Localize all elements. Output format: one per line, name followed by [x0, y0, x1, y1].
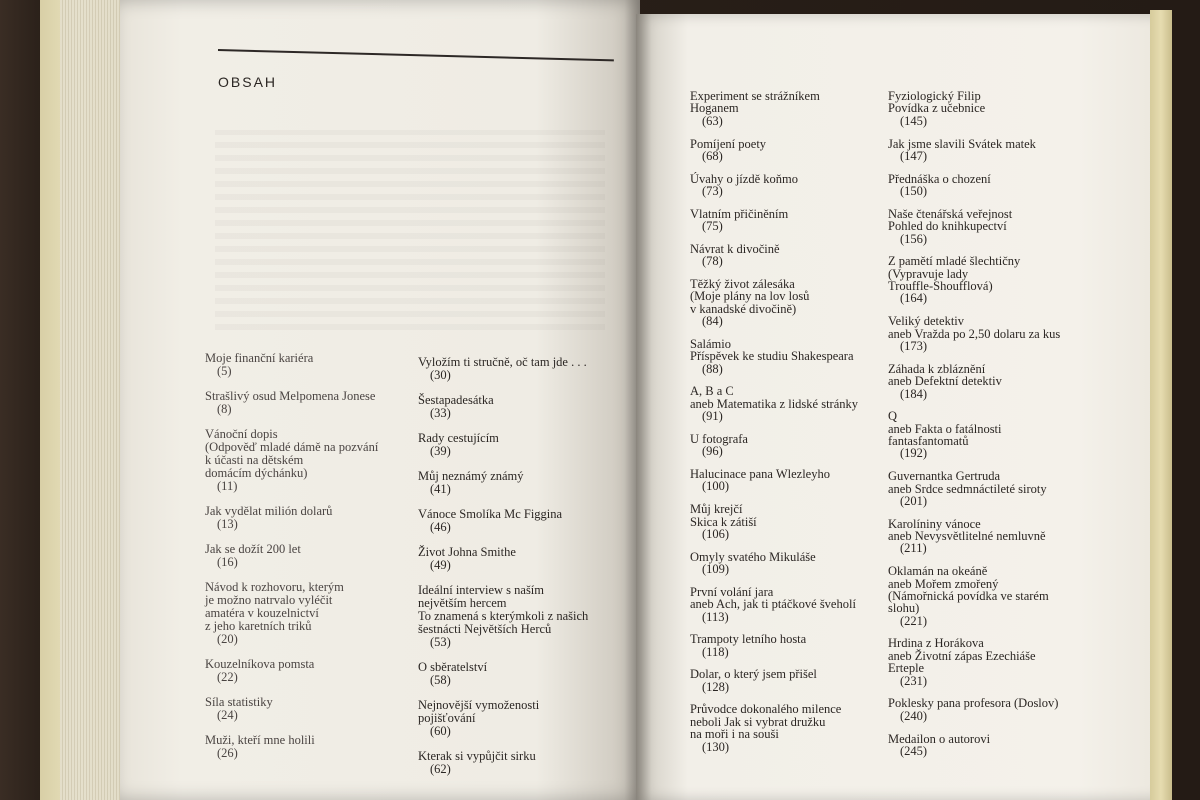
toc-entry: [690, 668, 890, 693]
toc-entry: [418, 508, 628, 534]
toc-entry-title-line: pojišťování: [418, 711, 476, 725]
toc-entry-page-number: (221): [900, 613, 928, 628]
toc-entry-title-line: Těžký život zálesáka: [690, 276, 795, 291]
toc-entry-page-number: (113): [702, 609, 729, 624]
toc-entry: [690, 385, 890, 422]
toc-entry-page-number: (63): [702, 113, 723, 128]
toc-entry-title-line: Vánoce Smolíka Mc Figgina: [418, 507, 563, 521]
toc-entry-page-number: (53): [430, 635, 451, 649]
toc-entry: [888, 470, 1088, 507]
toc-entry-title-line: Veliký detektiv: [888, 314, 965, 329]
page-title: OBSAH: [218, 74, 278, 90]
toc-entry-page-number: (62): [430, 762, 451, 776]
toc-entry-page-number: (96): [702, 444, 723, 459]
toc-column-3: [690, 90, 890, 763]
toc-entry-page-number: (8): [217, 402, 232, 416]
toc-entry-title-line: Q: [888, 409, 898, 424]
toc-entry-page-number: (20): [217, 632, 238, 646]
toc-entry-title-line: Povídka z učebnice: [888, 101, 986, 116]
toc-entry-page-number: (231): [900, 673, 928, 688]
toc-entry: [690, 433, 890, 458]
toc-entry-title-line: amatéra v kouzelnictví: [205, 606, 319, 620]
toc-entry-page-number: (173): [900, 338, 928, 353]
toc-entry-page-number: (39): [430, 444, 451, 458]
toc-entry-page-number: (106): [702, 526, 730, 541]
toc-entry-title-line: A, B a C: [690, 384, 734, 399]
toc-entry-page-number: (75): [702, 219, 723, 234]
toc-entry-title-line: Návod k rozhovoru, kterým: [205, 580, 344, 594]
toc-entry-title-line: Vyložím ti stručně, oč tam jde . . .: [418, 355, 587, 369]
toc-entry: [205, 734, 410, 760]
toc-entry: [418, 699, 628, 738]
toc-entry: [690, 278, 890, 328]
toc-entry-title-line: (Moje plány na lov losů: [690, 289, 810, 304]
toc-entry-title-line: aneb Nevysvětlitelné nemluvně: [888, 529, 1046, 544]
toc-entry-title-line: Jak jsme slavili Svátek matek: [888, 136, 1036, 151]
toc-entry: [418, 394, 628, 420]
toc-entry-title-line: To znamená s kterýmkoli z našich: [418, 609, 589, 623]
toc-entry-page-number: (88): [702, 361, 723, 376]
toc-entry-title-line: šestnácti Největších Herců: [418, 622, 552, 636]
toc-entry-title-line: Experiment se strážníkem: [690, 89, 820, 103]
toc-entry-page-number: (184): [900, 386, 928, 401]
toc-entry-page-number: (147): [900, 148, 928, 163]
toc-entry-page-number: (60): [430, 724, 451, 738]
toc-entry: [690, 243, 890, 268]
toc-entry-title-line: je možno natrvalo vyléčit: [205, 593, 333, 607]
toc-entry: [888, 410, 1088, 460]
toc-entry: [888, 697, 1088, 722]
toc-entry-title-line: Trampoty letního hosta: [690, 632, 807, 647]
toc-entry-title-line: Salámio: [690, 336, 731, 351]
toc-entry-title-line: Naše čtenářská veřejnost: [888, 206, 1013, 221]
toc-entry: [690, 503, 890, 540]
toc-entry: [888, 363, 1088, 400]
toc-entry-page-number: (91): [702, 409, 723, 424]
toc-entry: [888, 637, 1088, 687]
toc-entry-title-line: Oklamán na okeáně: [888, 564, 988, 579]
toc-entry-page-number: (211): [900, 541, 927, 556]
toc-entry-title-line: Omyly svatého Mikuláše: [690, 549, 816, 564]
toc-entry-page-number: (49): [430, 558, 451, 572]
toc-entry-title-line: aneb Srdce sedmnáctileté siroty: [888, 481, 1047, 496]
toc-entry: [690, 90, 890, 127]
toc-entry-title-line: Moje finanční kariéra: [205, 351, 314, 365]
toc-entry-title-line: aneb Matematika z lidské stránky: [690, 396, 858, 411]
toc-column-2: [418, 356, 628, 788]
toc-entry-title-line: (Námořnická povídka ve starém: [888, 588, 1049, 603]
toc-entry-page-number: (33): [430, 406, 451, 420]
toc-entry: [418, 584, 628, 649]
toc-entry-title-line: Erteple: [888, 661, 925, 676]
toc-entry: [690, 468, 890, 493]
toc-entry-title-line: aneb Ach, jak ti ptáčkové šveholí: [690, 597, 856, 612]
toc-entry: [888, 208, 1088, 245]
toc-entry-title-line: Jak vydělat milión dolarů: [205, 504, 333, 518]
toc-entry: [205, 390, 410, 416]
toc-entry: [205, 352, 410, 378]
toc-entry: [418, 661, 628, 687]
toc-entry-title-line: slohu): [888, 601, 920, 616]
toc-entry-page-number: (24): [217, 708, 238, 722]
toc-column-1: [205, 352, 410, 772]
toc-entry-title-line: (Odpověď mladé dámě na pozvání: [205, 440, 379, 454]
toc-entry-title-line: Fyziologický Filip: [888, 89, 981, 103]
toc-entry-page-number: (30): [430, 368, 451, 382]
toc-entry-title-line: Kouzelníkova pomsta: [205, 657, 315, 671]
toc-entry-title-line: z jeho karetních triků: [205, 619, 312, 633]
toc-entry: [888, 90, 1088, 127]
toc-entry: [690, 586, 890, 623]
toc-entry-title-line: Záhada k zbláznění: [888, 361, 986, 376]
toc-entry-title-line: Halucinace pana Wlezleyho: [690, 467, 830, 482]
toc-entry-title-line: První volání jara: [690, 584, 774, 599]
toc-entry: [690, 208, 890, 233]
toc-entry-title-line: Pomíjení poety: [690, 136, 767, 151]
toc-entry: [205, 505, 410, 531]
toc-entry-page-number: (58): [430, 673, 451, 687]
toc-entry-page-number: (100): [702, 479, 730, 494]
toc-entry-page-number: (240): [900, 708, 928, 723]
toc-entry: [690, 173, 890, 198]
toc-entry-title-line: Síla statistiky: [205, 695, 273, 709]
toc-entry-title-line: Návrat k divočině: [690, 241, 780, 256]
toc-entry-title-line: Ideální interview s naším: [418, 583, 545, 597]
toc-entry-title-line: Přednáška o chození: [888, 171, 991, 186]
toc-entry-page-number: (22): [217, 670, 238, 684]
toc-entry-title-line: na moři i na souši: [690, 727, 779, 742]
toc-entry-page-number: (26): [217, 746, 238, 760]
toc-entry-title-line: Medailon o autorovi: [888, 731, 991, 746]
toc-entry-page-number: (73): [702, 184, 723, 199]
toc-entry-page-number: (41): [430, 482, 451, 496]
toc-entry-title-line: (Vypravuje lady: [888, 266, 969, 281]
toc-entry-title-line: Kterak si vypůjčit sirku: [418, 749, 536, 763]
toc-entry: [888, 565, 1088, 627]
toc-entry-title-line: fantasfantomatů: [888, 434, 969, 449]
toc-entry-page-number: (192): [900, 446, 928, 461]
show-through-text: [215, 130, 605, 330]
toc-entry-title-line: Muži, kteří mne holili: [205, 733, 315, 747]
toc-entry-title-line: aneb Fakta o fatálnosti: [888, 421, 1002, 436]
toc-entry: [888, 173, 1088, 198]
toc-entry: [690, 138, 890, 163]
toc-entry-title-line: aneb Vražda po 2,50 dolaru za kus: [888, 326, 1061, 341]
toc-entry-title-line: v kanadské divočině): [690, 301, 797, 316]
toc-entry-title-line: U fotografa: [690, 431, 748, 446]
toc-entry-title-line: k účasti na dětském: [205, 453, 304, 467]
toc-entry-title-line: Poklesky pana profesora (Doslov): [888, 696, 1059, 711]
toc-entry: [888, 315, 1088, 352]
toc-entry-page-number: (46): [430, 520, 451, 534]
toc-entry-page-number: (13): [217, 517, 238, 531]
toc-entry: [690, 338, 890, 375]
toc-entry: [418, 470, 628, 496]
toc-entry-title-line: Průvodce dokonalého milence: [690, 702, 842, 717]
toc-entry-title-line: Strašlivý osud Melpomena Jonese: [205, 389, 376, 403]
toc-entry: [690, 551, 890, 576]
toc-entry-page-number: (78): [702, 254, 723, 269]
toc-entry-page-number: (145): [900, 113, 928, 128]
toc-entry-page-number: (68): [702, 148, 723, 163]
toc-entry-title-line: Hrdina z Horákova: [888, 636, 984, 651]
toc-entry-title-line: O sběratelství: [418, 660, 488, 674]
toc-entry-title-line: Příspěvek ke studiu Shakespeara: [690, 349, 854, 364]
toc-entry-title-line: Jak se dožít 200 let: [205, 542, 301, 556]
toc-entry: [690, 633, 890, 658]
toc-entry: [205, 581, 410, 646]
toc-entry-title-line: Skica k zátiší: [690, 514, 757, 529]
toc-entry: [418, 546, 628, 572]
toc-entry-title-line: Rady cestujícím: [418, 431, 499, 445]
toc-entry: [418, 356, 628, 382]
toc-entry-page-number: (11): [217, 479, 238, 493]
toc-entry-title-line: Z pamětí mladé šlechtičny: [888, 254, 1021, 269]
toc-entry-title-line: Karolíniny vánoce: [888, 516, 981, 531]
toc-entry-title-line: Vlatním přičiněním: [690, 206, 789, 221]
toc-entry: [205, 658, 410, 684]
toc-entry-title-line: Můj krejčí: [690, 502, 743, 517]
toc-entry: [205, 696, 410, 722]
toc-entry-page-number: (245): [900, 743, 928, 758]
book-cover-right: [1150, 10, 1172, 800]
toc-entry: [205, 543, 410, 569]
toc-entry: [418, 750, 628, 776]
toc-entry-page-number: (128): [702, 679, 730, 694]
toc-entry-title-line: největším hercem: [418, 596, 507, 610]
toc-entry-page-number: (16): [217, 555, 238, 569]
toc-entry: [418, 432, 628, 458]
toc-entry-title-line: Vánoční dopis: [205, 427, 278, 441]
toc-entry-page-number: (130): [702, 739, 730, 754]
toc-entry: [205, 428, 410, 493]
toc-entry-title-line: Hoganem: [690, 101, 739, 116]
toc-entry-page-number: (84): [702, 314, 723, 329]
toc-entry-title-line: Úvahy o jízdě koňmo: [690, 171, 798, 186]
toc-entry: [888, 138, 1088, 163]
toc-entry-title-line: Život Johna Smithe: [418, 545, 516, 559]
toc-entry: [888, 518, 1088, 555]
toc-entry-title-line: Trouffle-Shoufflová): [888, 279, 993, 294]
toc-entry-page-number: (164): [900, 291, 928, 306]
toc-entry-title-line: aneb Defektní detektiv: [888, 374, 1002, 389]
toc-entry: [888, 255, 1088, 305]
toc-entry-title-line: Dolar, o který jsem přišel: [690, 667, 817, 682]
toc-entry-page-number: (118): [702, 644, 729, 659]
toc-entry-page-number: (109): [702, 562, 730, 577]
toc-entry-title-line: aneb Mořem zmořený: [888, 576, 999, 591]
toc-entry-title-line: domácím dýchánku): [205, 466, 308, 480]
toc-entry-title-line: Šestapadesátka: [418, 393, 494, 407]
toc-entry-title-line: Nejnovější vymoženosti: [418, 698, 540, 712]
toc-entry-page-number: (201): [900, 493, 928, 508]
toc-entry-page-number: (156): [900, 231, 928, 246]
toc-column-4: [888, 90, 1088, 768]
toc-entry-title-line: aneb Životní zápas Ezechiáše: [888, 648, 1036, 663]
toc-entry: [888, 733, 1088, 758]
toc-entry-page-number: (5): [217, 364, 232, 378]
toc-entry-title-line: Guvernantka Gertruda: [888, 469, 1001, 484]
toc-entry-title-line: neboli Jak si vybrat družku: [690, 714, 826, 729]
toc-entry-page-number: (150): [900, 184, 928, 199]
toc-entry-title-line: Můj neznámý známý: [418, 469, 524, 483]
toc-entry-title-line: Pohled do knihkupectví: [888, 219, 1007, 234]
toc-entry: [690, 703, 890, 753]
